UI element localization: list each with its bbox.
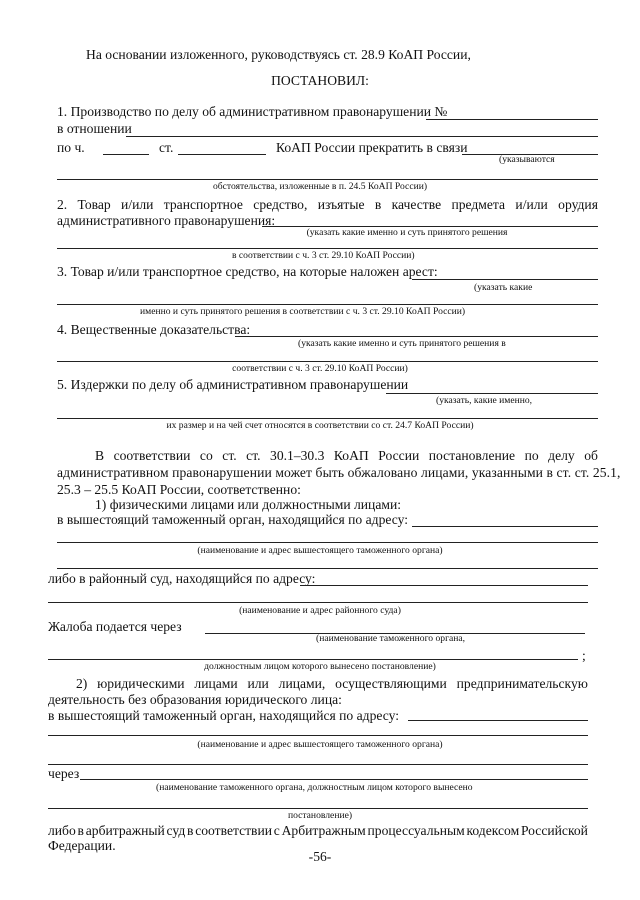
district-court-address-field-2[interactable]	[48, 602, 588, 603]
arbitration-word: либо	[48, 823, 76, 838]
hint-evidence-a: (указать какие именно и суть принятого решения в	[298, 338, 506, 349]
hint-seized-b: в соответствии с ч. 3 ст. 29.10 КоАП России)	[232, 250, 415, 261]
appeal-item-2-word: лицами,	[278, 676, 326, 691]
arbitration-word: с	[273, 823, 280, 838]
hint-higher-customs: (наименование и адрес вышестоящего таможенного органа)	[197, 545, 443, 556]
part-label: по ч.	[57, 140, 85, 155]
item-1-text: 1. Производство по делу об административном правонарушении №	[57, 104, 448, 119]
arbitration-word: кодексом	[466, 823, 520, 838]
higher-customs-address-field[interactable]	[412, 526, 598, 527]
higher-customs-address-field-4[interactable]	[408, 720, 588, 721]
item-2-word: транспортное	[163, 197, 243, 212]
appeal-word: 30.1–30.3	[270, 448, 325, 463]
hint-via2-b: постановление)	[287, 810, 353, 821]
article-field[interactable]	[178, 154, 266, 155]
appeal-paragraph-line-1	[95, 447, 598, 464]
district-court-address-field[interactable]	[300, 585, 588, 586]
appeal-item-1: 1) физическими лицами или должностными лицами:	[95, 497, 402, 512]
higher-customs-address-field-5[interactable]	[48, 735, 588, 736]
appeal-word: со	[199, 448, 213, 463]
costs-field-2[interactable]	[57, 418, 598, 419]
hint-evidence-b: соответствии с ч. 3 ст. 29.10 КоАП России)	[232, 363, 408, 374]
arbitration-line-2: Федерации.	[48, 838, 116, 853]
arbitration-word: в	[77, 823, 84, 838]
hint-via-a: (наименование таможенного органа,	[316, 633, 466, 644]
appeal-item-2-word: 2)	[76, 676, 88, 691]
item-2-word: качестве	[391, 197, 442, 212]
complaint-via-label: Жалоба подается через	[48, 619, 182, 634]
complaint-via-field-2[interactable]	[48, 659, 578, 660]
hint-district-court: (наименование и адрес районного суда)	[239, 605, 401, 616]
appeal-word: ст.	[222, 448, 237, 463]
hint-arrested-b: именно и суть принятого решения в соответствии с ч. 3 ст. 29.10 КоАП России)	[140, 306, 466, 317]
semicolon: ;	[582, 648, 586, 663]
arrested-goods-field-2[interactable]	[57, 304, 598, 305]
page-number: -56-	[308, 849, 332, 864]
higher-customs-address-field-3[interactable]	[57, 568, 598, 569]
arbitration-word: соответствии	[195, 823, 273, 838]
hint-costs-a: (указать, какие именно,	[436, 395, 533, 406]
arbitration-word: в	[187, 823, 194, 838]
hint-costs-b: их размер и на чей счет относятся в соответствии со ст. 24.7 КоАП России)	[166, 420, 474, 431]
resolution-heading: ПОСТАНОВИЛ:	[271, 73, 369, 88]
item-2-word: 2.	[57, 197, 68, 212]
higher-customs-address-field-2[interactable]	[57, 542, 598, 543]
seized-goods-field-2[interactable]	[57, 248, 598, 249]
respect-of-field[interactable]	[126, 136, 598, 137]
item-2-word: предмета	[451, 197, 506, 212]
appeal-word: об	[584, 448, 598, 463]
part-field[interactable]	[103, 154, 149, 155]
appeal-word: по	[524, 448, 539, 463]
item-3-text: 3. Товар и/или транспортное средство, на которые наложен арест:	[57, 264, 438, 279]
item-2-word: и/или	[515, 197, 548, 212]
district-court-label: либо в районный суд, находящийся по адресу:	[48, 571, 316, 586]
hint-circumstances-a: (указываются	[499, 154, 555, 165]
higher-customs-label-2: в вышестоящий таможенный орган, находящийся по адресу:	[48, 708, 399, 723]
item-5-text: 5. Издержки по делу об административном правонарушении	[57, 377, 409, 392]
arbitration-word: Арбитражным	[281, 823, 366, 838]
terminate-text: КоАП России прекратить в связи	[276, 140, 468, 155]
appeal-paragraph-line-2: административном правонарушении может быть обжаловано лицами, указанными в ст. ст. 25.1,	[57, 465, 621, 480]
costs-field[interactable]	[386, 393, 598, 394]
appeal-item-2-word: лицами	[194, 676, 238, 691]
hint-arrested-a: (указать какие	[474, 282, 533, 293]
item-2-word: средство,	[253, 197, 308, 212]
appeal-word: КоАП	[333, 448, 369, 463]
higher-customs-label: в вышестоящий таможенный орган, находящийся по адресу:	[57, 512, 408, 527]
appeal-item-2-word: юридическими	[97, 676, 185, 691]
arbitration-word: суд	[166, 823, 186, 838]
appeal-item-2-word: предпринимательскую	[456, 676, 588, 691]
appeal-item-2-line-2: деятельность без образования юридического лица:	[48, 692, 342, 707]
article-label: ст.	[159, 140, 174, 155]
hint-seized-a: (указать какие именно и суть принятого решения	[306, 227, 508, 238]
via-field-2[interactable]	[48, 808, 588, 809]
appeal-word: России	[378, 448, 420, 463]
via-field[interactable]	[80, 779, 588, 780]
termination-reason-field-2[interactable]	[57, 179, 598, 180]
appeal-word: В	[95, 448, 105, 463]
arbitration-line-1	[48, 822, 588, 839]
appeal-item-2-word: осуществляющими	[335, 676, 447, 691]
arbitration-word: процессуальным	[367, 823, 465, 838]
appeal-item-2	[76, 675, 588, 692]
higher-customs-address-field-6[interactable]	[48, 764, 588, 765]
in-respect-of-label: в отношении	[57, 121, 132, 136]
appeal-item-2-word: или	[247, 676, 269, 691]
appeal-paragraph-line-3: 25.3 – 25.5 КоАП России, соответственно:	[57, 482, 301, 497]
hint-via2-a: (наименование таможенного органа, должностным лицом которого вынесено	[156, 782, 473, 793]
item-2-word: в	[374, 197, 382, 212]
item-2-word: изъятые	[317, 197, 365, 212]
via-label: через	[48, 766, 80, 781]
appeal-word: соответствии	[113, 448, 191, 463]
item-2-text	[57, 196, 598, 213]
intro-text: На основании изложенного, руководствуясь ст. 28.9 КоАП России,	[86, 47, 471, 62]
appeal-word: ст.	[246, 448, 261, 463]
item-2-word: и/или	[121, 197, 154, 212]
appeal-word: делу	[548, 448, 575, 463]
evidence-field-2[interactable]	[57, 361, 598, 362]
hint-higher-customs-2: (наименование и адрес вышестоящего таможенного органа)	[197, 739, 443, 750]
hint-circumstances-b: обстоятельства, изложенные в п. 24.5 КоАП России)	[212, 181, 428, 192]
item-2-word: Товар	[77, 197, 111, 212]
hint-via-b: должностным лицом которого вынесено постановление)	[204, 661, 436, 672]
item-2-line-2: административного правонарушения:	[57, 213, 276, 228]
arrested-goods-field[interactable]	[412, 279, 598, 280]
item-4-text: 4. Вещественные доказательства:	[57, 322, 251, 337]
appeal-word: постановление	[428, 448, 516, 463]
evidence-field[interactable]	[235, 336, 598, 337]
arbitration-word: арбитражный	[85, 823, 165, 838]
case-number-field[interactable]	[426, 119, 598, 120]
item-2-word: орудия	[558, 197, 598, 212]
arbitration-word: Российской	[520, 823, 588, 838]
